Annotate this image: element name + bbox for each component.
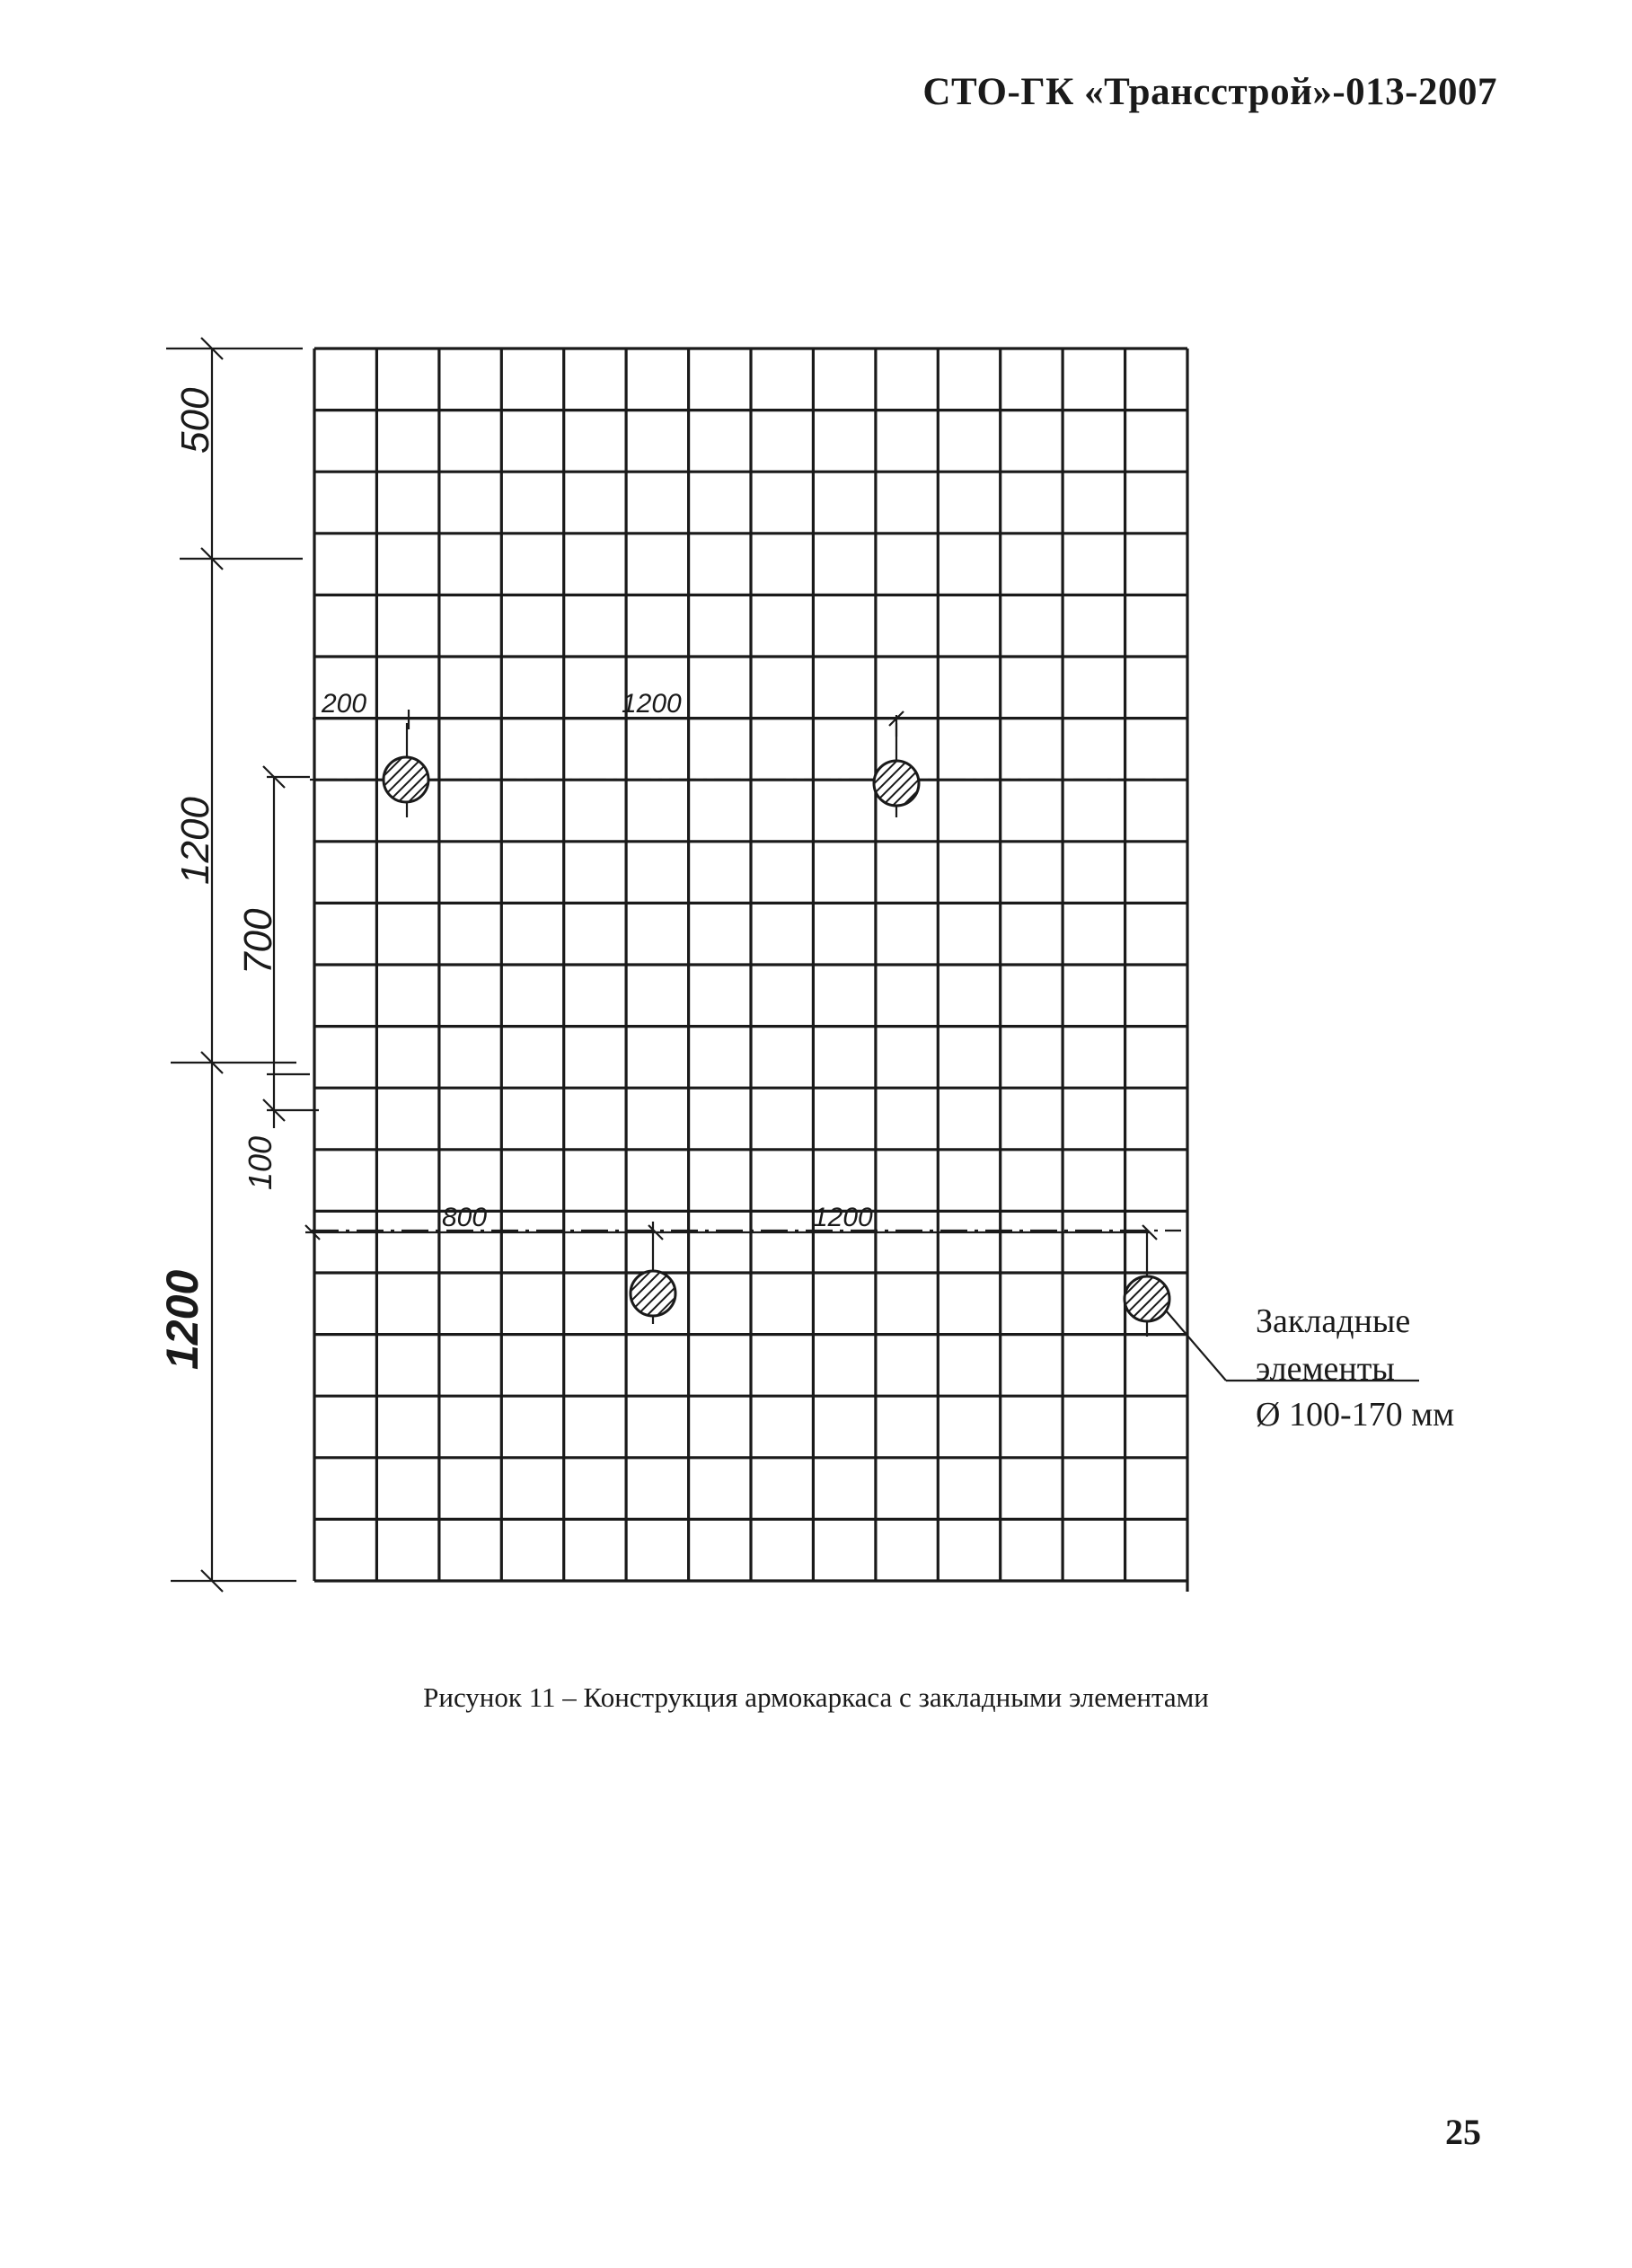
embedded-element-icon: [874, 761, 919, 806]
mesh-grid: [314, 349, 1187, 1592]
dimension-label-700: 700: [236, 908, 280, 975]
dimension-label-500: 500: [173, 387, 217, 454]
dimension-label-1200-bottom: 1200: [157, 1269, 207, 1370]
dimension-label-800: 800: [442, 1203, 488, 1232]
embedded-element-icon: [1125, 1276, 1169, 1321]
page-number: 25: [1445, 2112, 1481, 2152]
dimension-label-1200-bottom-spacing: 1200: [813, 1203, 873, 1232]
dimension-label-100: 100: [242, 1135, 278, 1190]
embedded-element-icon: [384, 757, 428, 802]
center-lines: [310, 780, 1187, 1231]
document-code-header: СТО-ГК «Трансстрой»-013-2007: [922, 71, 1497, 113]
dimension-label-1200-top-spacing: 1200: [622, 689, 682, 719]
dimension-label-200: 200: [322, 689, 367, 719]
embedded-element-icon: [631, 1271, 675, 1316]
callout-line-3: Ø 100-170 мм: [1256, 1396, 1455, 1434]
dimension-label-1200-middle: 1200: [173, 797, 217, 885]
callout-line-1: Закладные: [1256, 1302, 1411, 1340]
callout-line-2: элементы: [1256, 1350, 1395, 1388]
figure-caption: Рисунок 11 – Конструкция армокаркаса с закладными элементами: [423, 1681, 1209, 1713]
